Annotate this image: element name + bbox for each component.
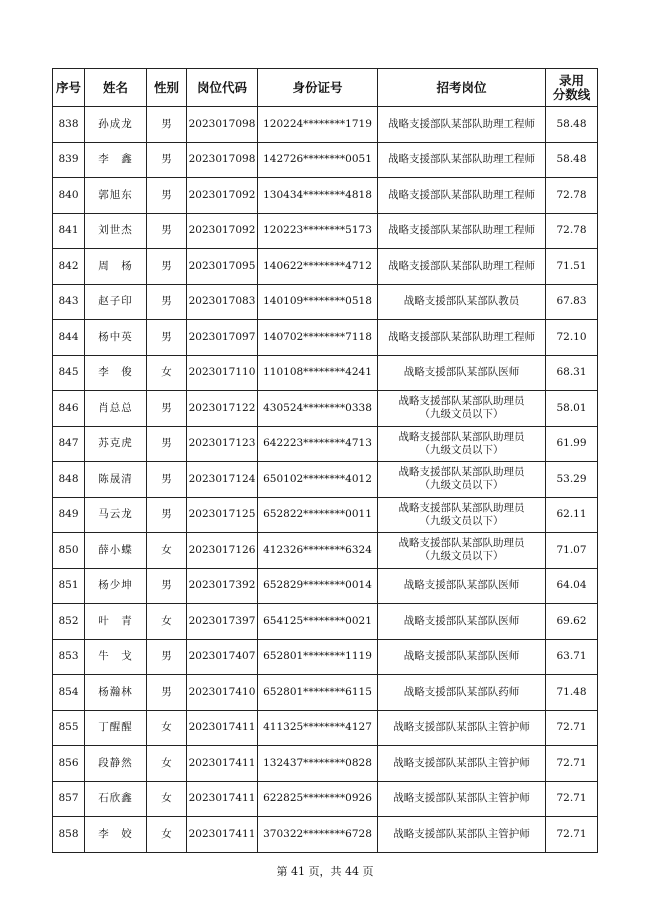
cell-id: 652801********1119 (258, 639, 378, 675)
table-row (53, 249, 598, 285)
cell-code: 2023017124 (187, 462, 258, 498)
cell-score: 68.31 (546, 355, 598, 391)
cell-code: 2023017392 (187, 568, 258, 604)
post-line: （九级文员以下） (419, 550, 504, 563)
cell-id: 140622********4712 (258, 249, 378, 285)
header-score-line1: 录用 (558, 72, 584, 88)
cell-no: 840 (53, 178, 85, 214)
table-row (53, 497, 598, 533)
cell-name: 肖总总 (85, 391, 147, 427)
cell-post (378, 639, 546, 675)
cell-no: 858 (53, 817, 85, 853)
cell-no: 842 (53, 249, 85, 285)
post-line: 战略支援部队某部队助理员 (398, 537, 525, 550)
cell-score: 72.78 (546, 213, 598, 249)
table-row (53, 213, 598, 249)
post-line: （九级文员以下） (419, 514, 504, 527)
cell-code: 2023017098 (187, 107, 258, 143)
cell-code: 2023017097 (187, 320, 258, 356)
cell-code: 2023017411 (187, 817, 258, 853)
cell-post (378, 142, 546, 178)
cell-id: 622825********0926 (258, 781, 378, 817)
cell-gender: 女 (147, 355, 187, 391)
cell-code: 2023017110 (187, 355, 258, 391)
post-line: 战略支援部队某部队助理工程师 (388, 153, 535, 166)
page-footer: 第 41 页，共 44 页 (276, 865, 374, 878)
post-line: 战略支援部队某部队医师 (403, 366, 520, 379)
cell-gender: 女 (147, 817, 187, 853)
cell-name: 杨中英 (85, 320, 147, 356)
cell-gender: 男 (147, 426, 187, 462)
table-row (53, 639, 598, 675)
post-line: 战略支援部队某部队助理员 (398, 466, 525, 479)
cell-id: 142726********0051 (258, 142, 378, 178)
cell-score: 63.71 (546, 639, 598, 675)
cell-id: 652829********0014 (258, 568, 378, 604)
cell-score: 72.71 (546, 817, 598, 853)
cell-code: 2023017397 (187, 604, 258, 640)
cell-name: 牛 戈 (85, 639, 147, 675)
cell-id: 412326********6324 (258, 533, 378, 569)
cell-id: 140109********0518 (258, 284, 378, 320)
cell-name: 苏克虎 (85, 426, 147, 462)
post-line: 战略支援部队某部队助理工程师 (388, 259, 535, 272)
post-line: 战略支援部队某部队助理工程师 (388, 330, 535, 343)
cell-no: 848 (53, 462, 85, 498)
cell-gender: 男 (147, 639, 187, 675)
cell-gender: 男 (147, 568, 187, 604)
cell-post (378, 178, 546, 214)
cell-score: 53.29 (546, 462, 598, 498)
cell-gender: 男 (147, 142, 187, 178)
cell-code: 2023017411 (187, 710, 258, 746)
cell-gender: 男 (147, 249, 187, 285)
cell-no: 857 (53, 781, 85, 817)
table-row (53, 178, 598, 214)
cell-id: 120224********1719 (258, 107, 378, 143)
post-line: 战略支援部队某部队助理员 (398, 395, 525, 408)
post-line: 战略支援部队某部队医师 (403, 614, 520, 627)
cell-code: 2023017125 (187, 497, 258, 533)
post-line: 战略支援部队某部队药师 (403, 685, 520, 698)
cell-gender: 男 (147, 462, 187, 498)
cell-post (378, 497, 546, 533)
cell-id: 120223********5173 (258, 213, 378, 249)
cell-score: 69.62 (546, 604, 598, 640)
cell-name: 赵子印 (85, 284, 147, 320)
post-line: 战略支援部队某部队教员 (403, 295, 520, 308)
cell-no: 849 (53, 497, 85, 533)
cell-name: 薛小蝶 (85, 533, 147, 569)
post-line: 战略支援部队某部队医师 (403, 579, 520, 592)
table-row (53, 462, 598, 498)
cell-no: 856 (53, 746, 85, 782)
cell-score: 72.71 (546, 746, 598, 782)
cell-gender: 男 (147, 178, 187, 214)
cell-code: 2023017123 (187, 426, 258, 462)
cell-name: 郭旭东 (85, 178, 147, 214)
cell-score: 72.71 (546, 710, 598, 746)
cell-no: 847 (53, 426, 85, 462)
post-line: 战略支援部队某部队助理工程师 (388, 224, 535, 237)
cell-name: 马云龙 (85, 497, 147, 533)
cell-name: 叶 青 (85, 604, 147, 640)
cell-score: 72.10 (546, 320, 598, 356)
header-name: 姓名 (85, 69, 147, 107)
cell-id: 132437********0828 (258, 746, 378, 782)
cell-id: 411325********4127 (258, 710, 378, 746)
header-score-line2: 分数线 (552, 86, 591, 102)
cell-post (378, 249, 546, 285)
cell-post (378, 213, 546, 249)
post-line: 战略支援部队某部队主管护师 (393, 827, 530, 840)
cell-code: 2023017092 (187, 178, 258, 214)
post-line: 战略支援部队某部队助理员 (398, 501, 525, 514)
cell-post (378, 107, 546, 143)
cell-code: 2023017083 (187, 284, 258, 320)
cell-post (378, 284, 546, 320)
header-code: 岗位代码 (187, 69, 258, 107)
table-row (53, 320, 598, 356)
cell-gender: 男 (147, 320, 187, 356)
cell-gender: 女 (147, 710, 187, 746)
cell-name: 李 俊 (85, 355, 147, 391)
header-gender: 性别 (147, 69, 187, 107)
cell-score: 58.48 (546, 142, 598, 178)
cell-post (378, 426, 546, 462)
cell-post (378, 604, 546, 640)
cell-name: 陈晟清 (85, 462, 147, 498)
cell-code: 2023017411 (187, 781, 258, 817)
cell-gender: 女 (147, 533, 187, 569)
table-row (53, 533, 598, 569)
cell-id: 650102********4012 (258, 462, 378, 498)
post-line: （九级文员以下） (419, 479, 504, 492)
cell-score: 58.48 (546, 107, 598, 143)
cell-score: 67.83 (546, 284, 598, 320)
cell-id: 370322********6728 (258, 817, 378, 853)
cell-no: 841 (53, 213, 85, 249)
cell-gender: 男 (147, 675, 187, 711)
header-no: 序号 (53, 69, 85, 107)
header-post: 招考岗位 (378, 69, 546, 107)
cell-gender: 女 (147, 746, 187, 782)
cell-id: 140702********7118 (258, 320, 378, 356)
cell-score: 62.11 (546, 497, 598, 533)
cell-gender: 男 (147, 391, 187, 427)
cell-gender: 女 (147, 604, 187, 640)
cell-code: 2023017411 (187, 746, 258, 782)
table-row (53, 426, 598, 462)
cell-score: 71.07 (546, 533, 598, 569)
table-row (53, 284, 598, 320)
header-score (546, 69, 598, 107)
table-row (53, 746, 598, 782)
cell-id: 430524********0338 (258, 391, 378, 427)
cell-no: 850 (53, 533, 85, 569)
cell-id: 652822********0011 (258, 497, 378, 533)
header-row (53, 69, 598, 107)
cell-gender: 男 (147, 284, 187, 320)
cell-post (378, 675, 546, 711)
cell-post (378, 746, 546, 782)
admission-table (52, 68, 598, 853)
cell-no: 844 (53, 320, 85, 356)
table-row (53, 107, 598, 143)
post-line: 战略支援部队某部队主管护师 (393, 721, 530, 734)
cell-code: 2023017407 (187, 639, 258, 675)
cell-post (378, 355, 546, 391)
table-row (53, 675, 598, 711)
cell-name: 李 姣 (85, 817, 147, 853)
table-row (53, 142, 598, 178)
table-row (53, 568, 598, 604)
table-row (53, 781, 598, 817)
cell-no: 851 (53, 568, 85, 604)
post-line: （九级文员以下） (419, 443, 504, 456)
cell-score: 72.71 (546, 781, 598, 817)
post-line: 战略支援部队某部队助理工程师 (388, 117, 535, 130)
cell-code: 2023017410 (187, 675, 258, 711)
cell-id: 642223********4713 (258, 426, 378, 462)
cell-no: 846 (53, 391, 85, 427)
post-line: 战略支援部队某部队助理员 (398, 430, 525, 443)
cell-post (378, 391, 546, 427)
cell-name: 段静然 (85, 746, 147, 782)
cell-post (378, 533, 546, 569)
cell-name: 杨少坤 (85, 568, 147, 604)
post-line: 战略支援部队某部队主管护师 (393, 792, 530, 805)
cell-score: 64.04 (546, 568, 598, 604)
cell-id: 652801********6115 (258, 675, 378, 711)
post-line: 战略支援部队某部队助理工程师 (388, 188, 535, 201)
cell-gender: 男 (147, 107, 187, 143)
cell-no: 855 (53, 710, 85, 746)
cell-id: 110108********4241 (258, 355, 378, 391)
cell-name: 石欣鑫 (85, 781, 147, 817)
cell-name: 孙成龙 (85, 107, 147, 143)
table-body (53, 107, 598, 853)
cell-name: 刘世杰 (85, 213, 147, 249)
cell-name: 杨瀚林 (85, 675, 147, 711)
cell-post (378, 320, 546, 356)
cell-score: 61.99 (546, 426, 598, 462)
cell-no: 852 (53, 604, 85, 640)
table-row (53, 817, 598, 853)
cell-post (378, 781, 546, 817)
cell-post (378, 817, 546, 853)
cell-code: 2023017098 (187, 142, 258, 178)
cell-no: 853 (53, 639, 85, 675)
post-line: 战略支援部队某部队主管护师 (393, 756, 530, 769)
cell-code: 2023017092 (187, 213, 258, 249)
cell-post (378, 568, 546, 604)
cell-code: 2023017126 (187, 533, 258, 569)
cell-score: 58.01 (546, 391, 598, 427)
table-row (53, 355, 598, 391)
header-id: 身份证号 (258, 69, 378, 107)
cell-code: 2023017122 (187, 391, 258, 427)
post-line: （九级文员以下） (419, 408, 504, 421)
cell-no: 838 (53, 107, 85, 143)
cell-gender: 男 (147, 213, 187, 249)
cell-no: 843 (53, 284, 85, 320)
cell-no: 854 (53, 675, 85, 711)
table-row (53, 710, 598, 746)
cell-score: 71.48 (546, 675, 598, 711)
cell-post (378, 462, 546, 498)
cell-name: 丁醒醒 (85, 710, 147, 746)
cell-gender: 男 (147, 497, 187, 533)
cell-gender: 女 (147, 781, 187, 817)
table-row (53, 391, 598, 427)
cell-no: 839 (53, 142, 85, 178)
cell-no: 845 (53, 355, 85, 391)
cell-name: 李 鑫 (85, 142, 147, 178)
cell-id: 130434********4818 (258, 178, 378, 214)
cell-code: 2023017095 (187, 249, 258, 285)
post-line: 战略支援部队某部队医师 (403, 650, 520, 663)
cell-score: 71.51 (546, 249, 598, 285)
table-row (53, 604, 598, 640)
cell-id: 654125********0021 (258, 604, 378, 640)
cell-post (378, 710, 546, 746)
cell-score: 72.78 (546, 178, 598, 214)
cell-name: 周 杨 (85, 249, 147, 285)
